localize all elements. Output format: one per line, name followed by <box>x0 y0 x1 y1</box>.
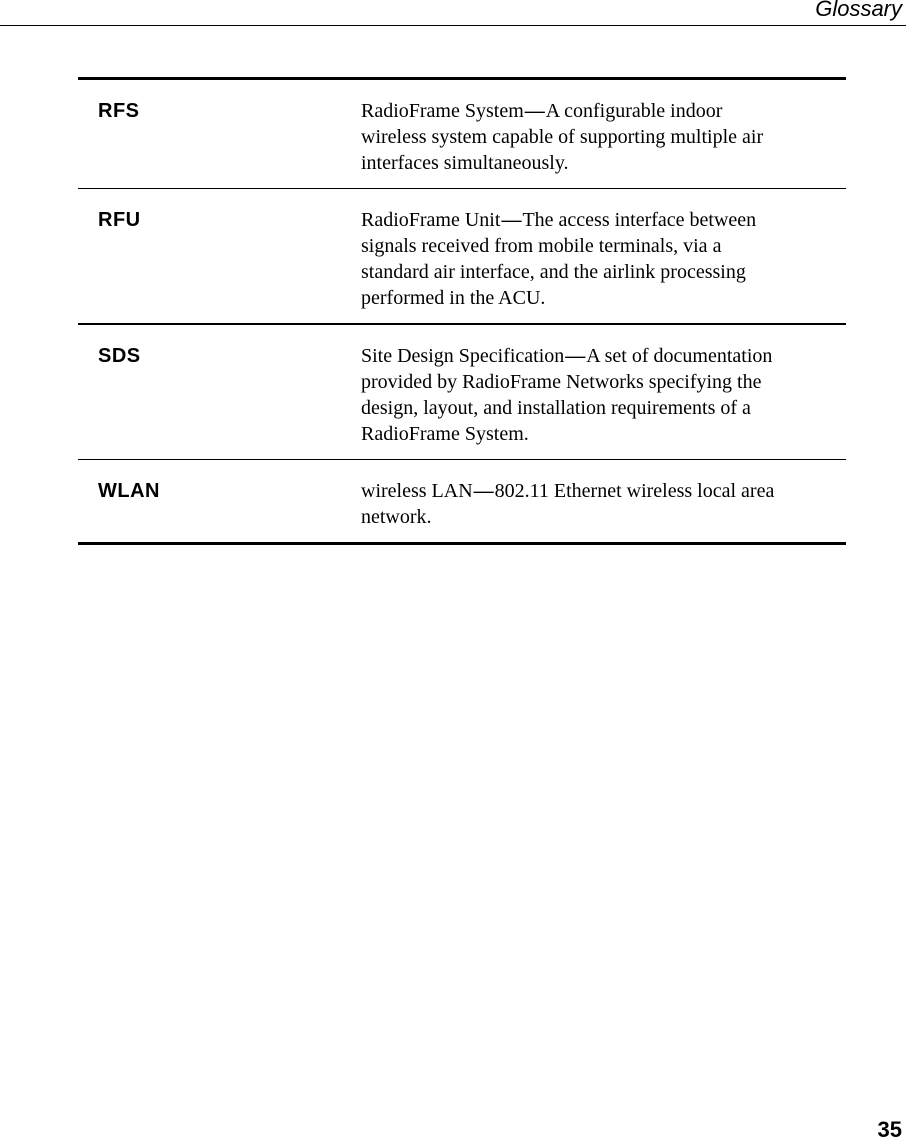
definition-line: wireless system capable of supporting multiple air <box>361 126 764 148</box>
definition-dash: — <box>473 480 494 502</box>
definition-text: A configurable indoor <box>545 100 723 122</box>
glossary-term: RFU <box>98 209 141 231</box>
glossary-term: WLAN <box>98 480 160 502</box>
glossary-table <box>78 77 846 545</box>
page-number: 35 <box>877 1117 902 1142</box>
definition-line <box>361 478 846 504</box>
definition-text: A set of documentation <box>586 345 773 367</box>
definition-line: performed in the ACU. <box>361 287 546 309</box>
glossary-term: RFS <box>98 100 140 122</box>
definition-line: standard air interface, and the airlink processing <box>361 261 746 283</box>
definition-line: RadioFrame System. <box>361 423 529 445</box>
glossary-definition <box>361 207 846 311</box>
definition-dash: — <box>565 345 586 367</box>
definition-expansion: Site Design Specification <box>361 345 565 367</box>
definition-dash: — <box>501 209 522 231</box>
glossary-entry-rfs <box>78 80 846 189</box>
glossary-definition <box>361 98 846 176</box>
definition-line: provided by RadioFrame Networks specifying the <box>361 371 762 393</box>
definition-expansion: RadioFrame System <box>361 100 524 122</box>
definition-expansion: wireless LAN <box>361 480 473 502</box>
definition-line: network. <box>361 506 432 528</box>
definition-line: signals received from mobile terminals, via a <box>361 235 722 257</box>
definition-line <box>361 98 846 124</box>
definition-line: interfaces simultaneously. <box>361 152 569 174</box>
definition-line <box>361 343 846 369</box>
definition-dash: — <box>524 100 545 122</box>
glossary-entry-sds <box>78 325 846 460</box>
running-head-title: Glossary <box>815 0 902 21</box>
definition-text: The access interface between <box>522 209 757 231</box>
definition-expansion: RadioFrame Unit <box>361 209 501 231</box>
definition-line: design, layout, and installation requirements of a <box>361 397 751 419</box>
definition-line <box>361 207 846 233</box>
glossary-entry-rfu <box>78 189 846 325</box>
glossary-definition <box>361 478 846 530</box>
glossary-term: SDS <box>98 345 141 367</box>
definition-text: 802.11 Ethernet wireless local area <box>494 480 775 502</box>
header-rule <box>0 25 906 26</box>
glossary-entry-wlan <box>78 460 846 542</box>
glossary-definition <box>361 343 846 447</box>
